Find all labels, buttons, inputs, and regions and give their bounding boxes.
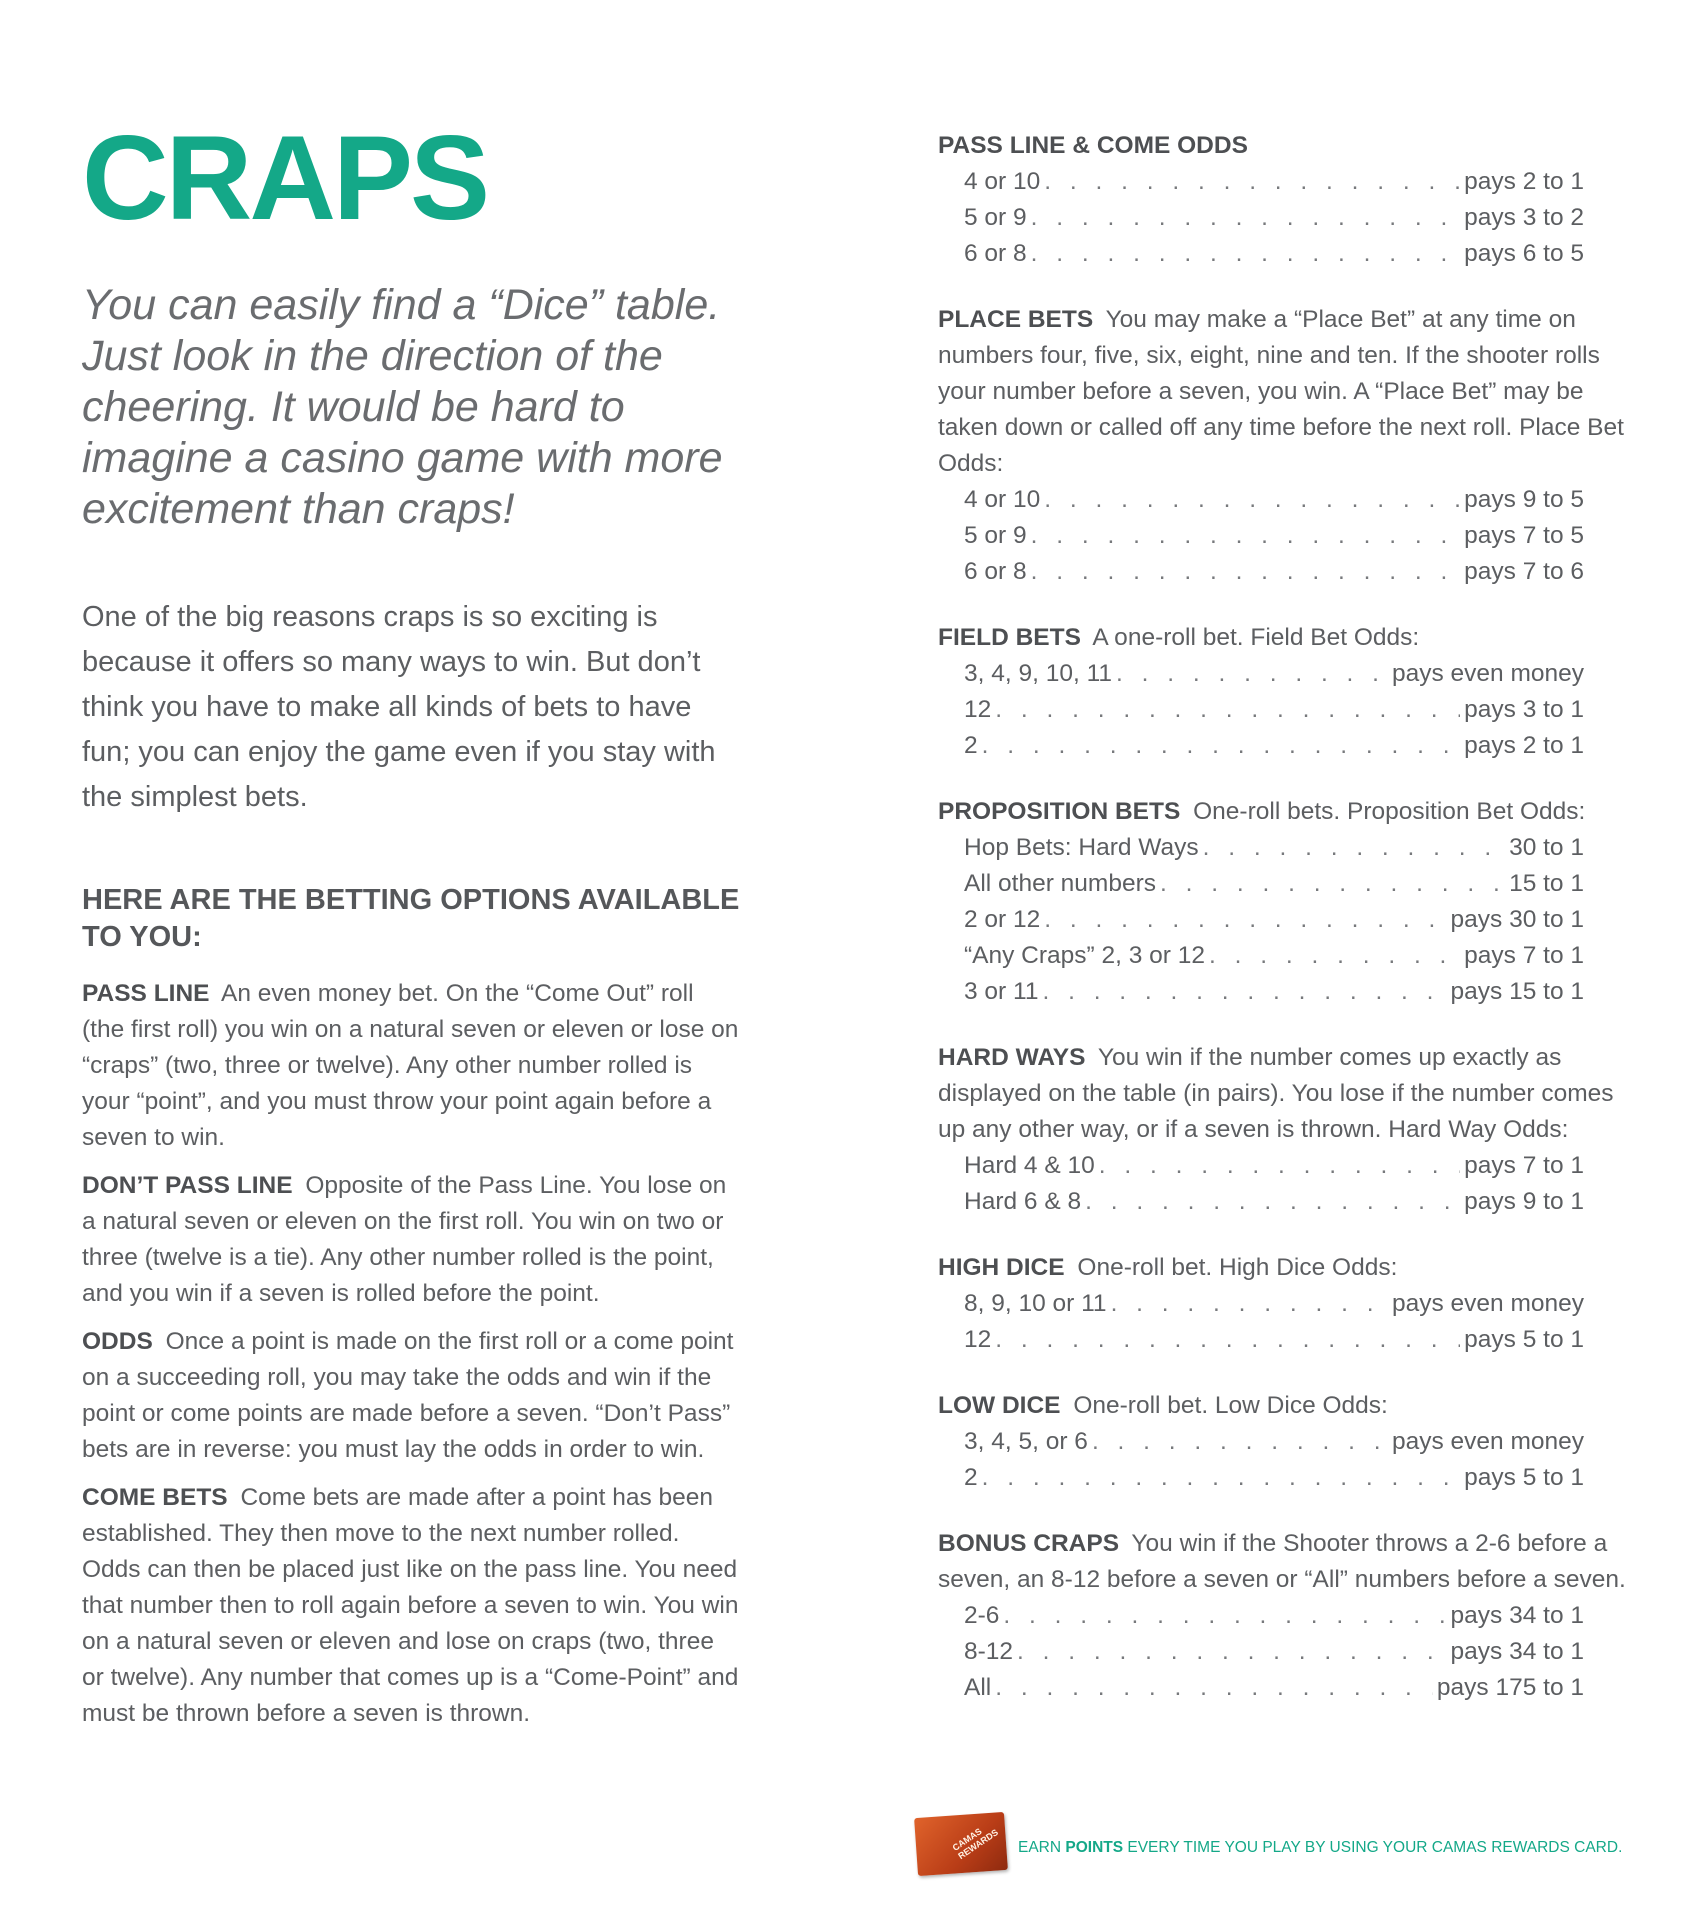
odds-list <box>938 1424 1584 1496</box>
odds-label: 12 <box>964 1326 992 1353</box>
odds-value: pays 9 to 1 <box>1464 1188 1584 1215</box>
section-heading: ODDS <box>82 1328 153 1355</box>
hard-ways-section <box>938 1040 1638 1220</box>
tagline-points: POINTS <box>1065 1839 1124 1856</box>
odds-list <box>938 1148 1584 1220</box>
odds-list <box>938 830 1584 1010</box>
dot-leader <box>1031 236 1460 272</box>
proposition-bets-section <box>938 794 1638 1010</box>
section-text: You may make a “Place Bet” at any time on numbers four, five, six, eight, nine and ten. If the shooter rolls your number before a seven, you win. A “Place Bet” may be taken down or called off any time before the next roll. Place Bet Odds: <box>938 306 1624 477</box>
odds-section <box>82 1324 742 1468</box>
section-heading: LOW DICE <box>938 1392 1061 1419</box>
odds-list <box>938 1286 1584 1358</box>
odds-value: pays 5 to 1 <box>1464 1326 1584 1353</box>
odds-label: 2 <box>964 1464 978 1491</box>
section-text: Once a point is made on the first roll or a come point on a succeeding roll, you may take the odds and win if the point or come points are made before a seven. “Don’t Pass” bets are in reverse: you must lay the odds in order to win. <box>82 1328 734 1463</box>
dot-leader <box>995 692 1460 728</box>
odds-row <box>964 1424 1584 1460</box>
dot-leader <box>1044 902 1446 938</box>
section-head <box>938 1040 1638 1148</box>
right-column <box>938 128 1638 1736</box>
section-heading: PLACE BETS <box>938 306 1094 333</box>
odds-value: pays 7 to 6 <box>1464 558 1584 585</box>
odds-list <box>938 164 1584 272</box>
rewards-tagline <box>1018 1839 1622 1857</box>
dot-leader <box>1111 1286 1388 1322</box>
odds-value: pays even money <box>1391 660 1584 687</box>
dot-leader <box>1085 1184 1460 1220</box>
odds-row <box>964 554 1584 590</box>
odds-value: pays 34 to 1 <box>1450 1602 1584 1629</box>
odds-value: pays 2 to 1 <box>1464 168 1584 195</box>
dot-leader <box>1042 974 1446 1010</box>
odds-value: pays 15 to 1 <box>1450 978 1584 1005</box>
odds-row <box>964 1184 1584 1220</box>
odds-value: pays 34 to 1 <box>1450 1638 1584 1665</box>
dot-leader <box>1031 518 1460 554</box>
odds-row <box>964 1148 1584 1184</box>
odds-row <box>964 974 1584 1010</box>
odds-label: All <box>964 1674 992 1701</box>
odds-value: pays 5 to 1 <box>1464 1464 1584 1491</box>
section-text: You win if the number comes up exactly as displayed on the table (in pairs). You lose if the number comes up any other way, or if a seven is thrown. Hard Way Odds: <box>938 1044 1614 1143</box>
odds-row <box>964 1598 1584 1634</box>
tagline-post: EVERY TIME YOU PLAY BY USING YOUR CAMAS REWARDS CARD. <box>1123 1839 1623 1856</box>
rewards-card-image <box>914 1812 1008 1876</box>
odds-label: 4 or 10 <box>964 168 1041 195</box>
section-head <box>938 1388 1638 1424</box>
section-heading: HARD WAYS <box>938 1044 1086 1071</box>
dot-leader <box>1031 554 1460 590</box>
bonus-craps-section <box>938 1526 1638 1706</box>
left-column <box>82 111 742 1744</box>
odds-label: 8-12 <box>964 1638 1014 1665</box>
odds-label: 6 or 8 <box>964 240 1027 267</box>
odds-row <box>964 1286 1584 1322</box>
odds-row <box>964 518 1584 554</box>
dot-leader <box>1044 482 1460 518</box>
section-text: One-roll bets. Proposition Bet Odds: <box>1193 798 1586 825</box>
section-head <box>938 128 1638 164</box>
section-head <box>938 1250 1638 1286</box>
odds-row <box>964 830 1584 866</box>
odds-row <box>964 728 1584 764</box>
dot-leader <box>995 1322 1460 1358</box>
odds-value: pays 30 to 1 <box>1450 906 1584 933</box>
section-text: One-roll bet. High Dice Odds: <box>1077 1254 1398 1281</box>
odds-label: 8, 9, 10 or 11 <box>964 1290 1107 1317</box>
odds-value: 30 to 1 <box>1509 834 1584 861</box>
betting-options-heading: HERE ARE THE BETTING OPTIONS AVAILABLE TO YOU: <box>82 884 740 953</box>
lead-paragraph: One of the big reasons craps is so exciting is because it offers so many ways to win. But don’t think you have to make all kinds of bets to have fun; you can enjoy the game even if you stay with the simplest bets. <box>82 601 716 813</box>
odds-row <box>964 1460 1584 1496</box>
dont-pass-line-section <box>82 1168 742 1312</box>
odds-row <box>964 200 1584 236</box>
odds-label: 2 <box>964 732 978 759</box>
section-head <box>938 794 1638 830</box>
high-dice-section <box>938 1250 1638 1358</box>
section-text: Opposite of the Pass Line. You lose on a natural seven or eleven on the first roll. You win on two or three (twelve is a tie). Any other number rolled is the point, and you win if a seven is rolled before the point. <box>82 1172 727 1307</box>
dot-leader <box>1209 938 1460 974</box>
section-head <box>938 1526 1638 1598</box>
odds-row <box>964 482 1584 518</box>
odds-label: 2 or 12 <box>964 906 1041 933</box>
section-heading: BONUS CRAPS <box>938 1530 1120 1557</box>
odds-label: Hard 6 & 8 <box>964 1188 1082 1215</box>
pass-line-section <box>82 976 742 1156</box>
card-logo-text: CAMAS REWARDS <box>950 1826 1000 1862</box>
dot-leader <box>995 1670 1433 1706</box>
odds-label: All other numbers <box>964 870 1157 897</box>
dot-leader <box>982 728 1461 764</box>
dot-leader <box>1017 1634 1446 1670</box>
odds-label: 2-6 <box>964 1602 1000 1629</box>
dot-leader <box>1099 1148 1460 1184</box>
section-text: An even money bet. On the “Come Out” roll (the first roll) you win on a natural seven or eleven or lose on “craps” (two, three or twelve). Any other number rolled is your “point”, and you must throw your point again before a seven to win. <box>82 980 739 1151</box>
odds-label: 5 or 9 <box>964 522 1027 549</box>
odds-row <box>964 866 1584 902</box>
dot-leader <box>1003 1598 1446 1634</box>
section-heading: PASS LINE <box>82 980 210 1007</box>
odds-value: pays 3 to 2 <box>1464 204 1584 231</box>
odds-list <box>938 482 1584 590</box>
odds-label: 3 or 11 <box>964 978 1039 1005</box>
section-heading: FIELD BETS <box>938 624 1081 651</box>
odds-label: 12 <box>964 696 992 723</box>
section-heading: HIGH DICE <box>938 1254 1065 1281</box>
odds-value: pays 7 to 1 <box>1464 1152 1584 1179</box>
odds-value: pays 9 to 5 <box>1464 486 1584 513</box>
dot-leader <box>1203 830 1505 866</box>
intro-text: You can easily find a “Dice” table. Just look in the direction of the cheering. It would be hard to imagine a casino game with more excitement than craps! <box>82 281 723 533</box>
section-head <box>938 620 1638 656</box>
section-text: You win if the Shooter throws a 2-6 before a seven, an 8-12 before a seven or “All” numbers before a seven. <box>938 1530 1626 1593</box>
tagline-pre: EARN <box>1018 1839 1066 1856</box>
dot-leader <box>982 1460 1461 1496</box>
section-heading: PASS LINE & COME ODDS <box>938 132 1248 159</box>
dot-leader <box>1092 1424 1388 1460</box>
odds-value: pays 7 to 5 <box>1464 522 1584 549</box>
pass-line-come-odds-section <box>938 128 1638 272</box>
dot-leader <box>1044 164 1460 200</box>
field-bets-section <box>938 620 1638 764</box>
odds-label: “Any Craps” 2, 3 or 12 <box>964 942 1206 969</box>
dot-leader <box>1031 200 1460 236</box>
odds-value: pays even money <box>1391 1290 1584 1317</box>
section-text: One-roll bet. Low Dice Odds: <box>1073 1392 1388 1419</box>
page-title: CRAPS <box>82 111 488 245</box>
rewards-footer <box>916 1815 1656 1879</box>
odds-row <box>964 902 1584 938</box>
odds-row <box>964 164 1584 200</box>
odds-value: pays even money <box>1391 1428 1584 1455</box>
odds-value: pays 175 to 1 <box>1436 1674 1584 1701</box>
odds-row <box>964 1670 1584 1706</box>
odds-label: 6 or 8 <box>964 558 1027 585</box>
section-heading: PROPOSITION BETS <box>938 798 1181 825</box>
section-head <box>938 302 1638 482</box>
odds-label: Hop Bets: Hard Ways <box>964 834 1199 861</box>
odds-label: 3, 4, 9, 10, 11 <box>964 660 1113 687</box>
odds-row <box>964 1634 1584 1670</box>
place-bets-section <box>938 302 1638 590</box>
odds-value: pays 7 to 1 <box>1464 942 1584 969</box>
dot-leader <box>1160 866 1505 902</box>
odds-row <box>964 236 1584 272</box>
odds-list <box>938 1598 1584 1706</box>
odds-value: pays 2 to 1 <box>1464 732 1584 759</box>
odds-value: 15 to 1 <box>1509 870 1584 897</box>
odds-label: 5 or 9 <box>964 204 1027 231</box>
section-text: A one-roll bet. Field Bet Odds: <box>1092 624 1420 651</box>
section-heading: DON’T PASS LINE <box>82 1172 293 1199</box>
dot-leader <box>1116 656 1388 692</box>
odds-value: pays 6 to 5 <box>1464 240 1584 267</box>
section-heading: COME BETS <box>82 1484 228 1511</box>
odds-row <box>964 656 1584 692</box>
odds-label: 4 or 10 <box>964 486 1041 513</box>
odds-label: 3, 4, 5, or 6 <box>964 1428 1088 1455</box>
odds-row <box>964 1322 1584 1358</box>
odds-value: pays 3 to 1 <box>1464 696 1584 723</box>
odds-list <box>938 656 1584 764</box>
odds-label: Hard 4 & 10 <box>964 1152 1095 1179</box>
come-bets-section <box>82 1480 742 1732</box>
low-dice-section <box>938 1388 1638 1496</box>
odds-row <box>964 692 1584 728</box>
section-text: Come bets are made after a point has been established. They then move to the next number rolled. Odds can then be placed just like on the pass line. You need that number then to roll again before a seven to win. You win on a natural seven or eleven and lose on craps (two, three or twelve). Any number that comes up is a “Come-Point” and must be thrown before a seven is thrown. <box>82 1484 739 1727</box>
odds-row <box>964 938 1584 974</box>
